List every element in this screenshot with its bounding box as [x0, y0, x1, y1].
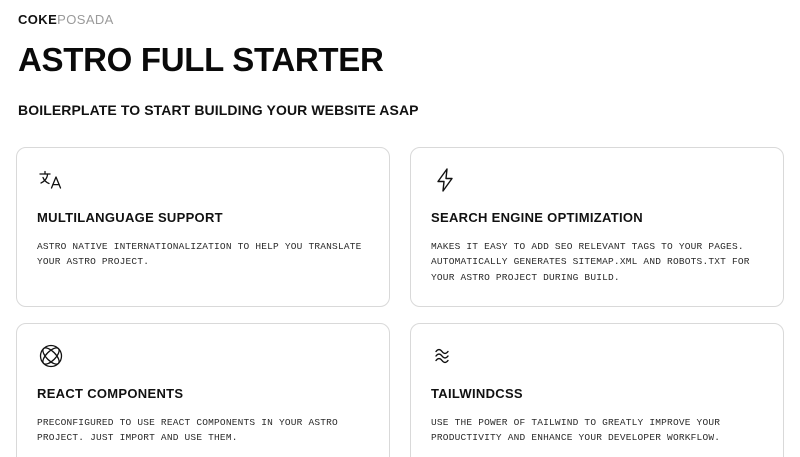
feature-card-seo[interactable]	[410, 147, 784, 307]
feature-card-react[interactable]	[16, 323, 390, 457]
brand-name-primary: COKE	[18, 12, 58, 27]
feature-card-description: ASTRO NATIVE INTERNATIONALIZATION TO HELP YOU TRANSLATE YOUR ASTRO PROJECT.	[37, 240, 362, 268]
feature-card-description: MAKES IT EASY TO ADD SEO RELEVANT TAGS TO YOUR PAGES. AUTOMATICALLY GENERATES SITEMAP.XML AND ROBOTS.TXT FOR YOUR ASTRO PROJECT DURING BUILD.	[431, 240, 750, 283]
feature-card-title: SEARCH ENGINE OPTIMIZATION	[431, 209, 643, 225]
feature-card-description: PRECONFIGURED TO USE REACT COMPONENTS IN YOUR ASTRO PROJECT. JUST IMPORT AND USE THEM.	[37, 416, 338, 444]
feature-card-title: TAILWINDCSS	[431, 385, 523, 401]
page-subtitle: BOILERPLATE TO START BUILDING YOUR WEBSITE ASAP	[18, 101, 419, 118]
lightning-bolt-icon	[431, 166, 459, 194]
translate-icon	[37, 166, 65, 194]
feature-card-multilanguage[interactable]	[16, 147, 390, 307]
feature-card-title: MULTILANGUAGE SUPPORT	[37, 209, 223, 225]
brand-name-secondary: POSADA	[57, 12, 114, 27]
feature-card-tailwind[interactable]	[410, 323, 784, 457]
feature-card-title: REACT COMPONENTS	[37, 385, 184, 401]
page-title: ASTRO FULL STARTER	[18, 41, 384, 78]
feature-card-grid	[16, 147, 784, 457]
waves-icon	[431, 342, 459, 370]
brand-logo[interactable]	[16, 12, 784, 27]
react-atom-icon	[37, 342, 65, 370]
feature-card-description: USE THE POWER OF TAILWIND TO GREATLY IMPROVE YOUR PRODUCTIVITY AND ENHANCE YOUR DEVELOPER WORKFLOW.	[431, 416, 721, 444]
